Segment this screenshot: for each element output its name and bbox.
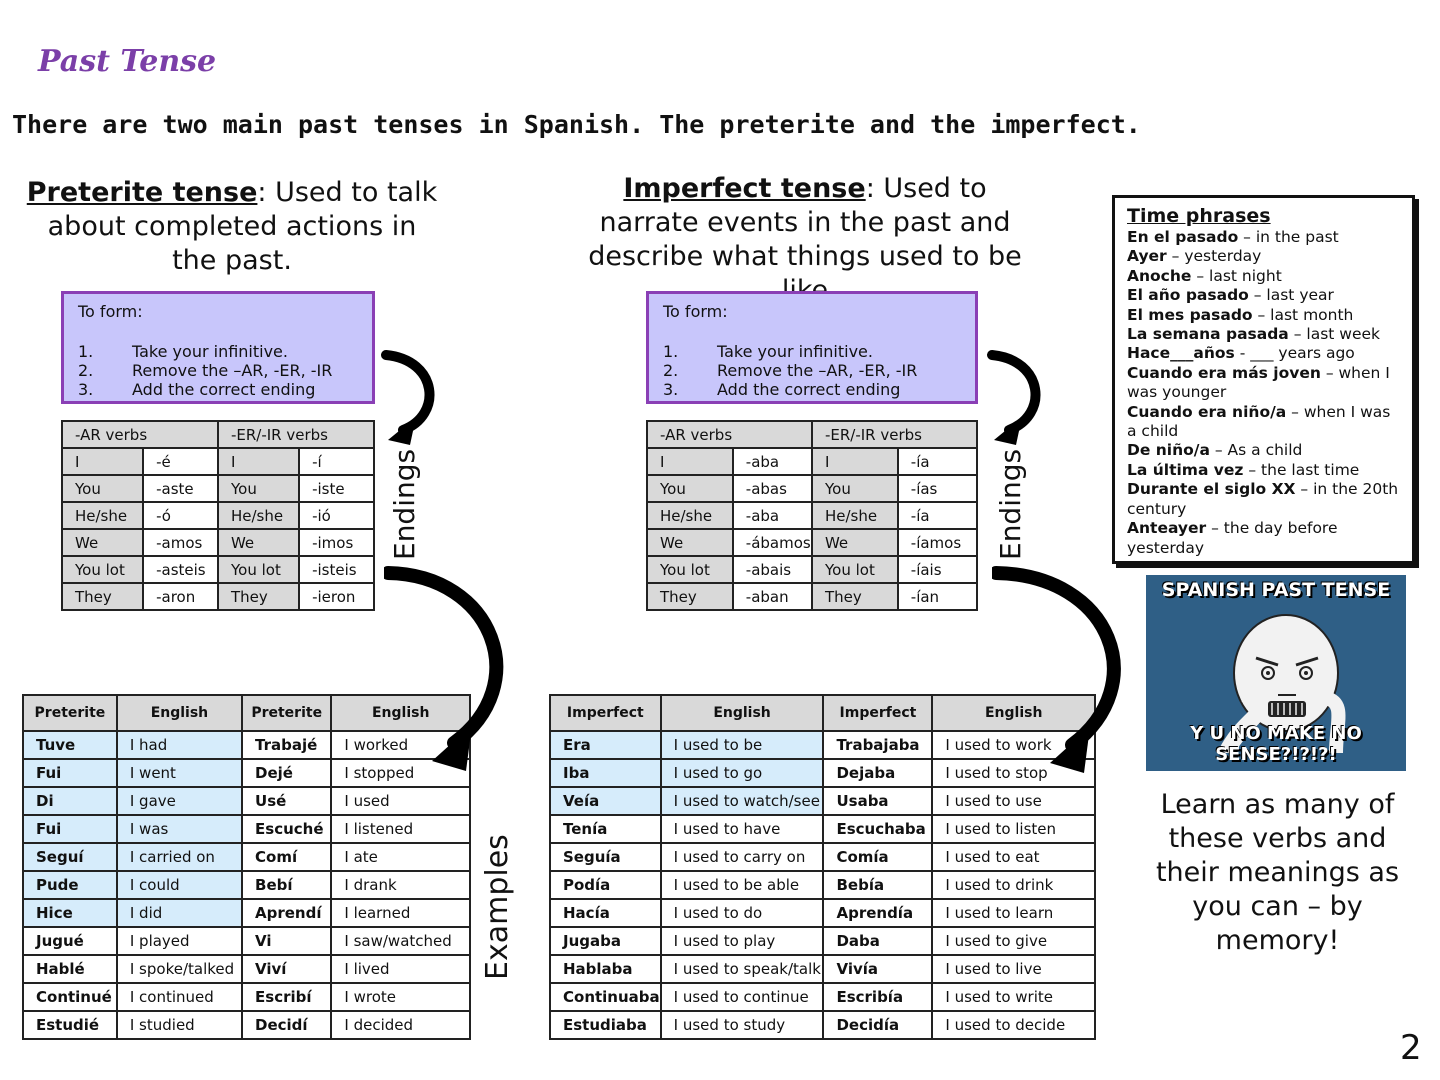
- form-step: [78, 342, 358, 361]
- english-meaning: I played: [117, 927, 242, 955]
- english-meaning: I did: [117, 899, 242, 927]
- endings-pronoun: I: [218, 448, 299, 475]
- time-phrase-spanish: Ayer: [1127, 247, 1167, 266]
- examples-row: [23, 843, 470, 871]
- endings-suffix: -iste: [299, 475, 374, 502]
- english-meaning: I stopped: [331, 759, 470, 787]
- spanish-verb: Trabajé: [242, 731, 331, 759]
- examples-row: [550, 983, 1095, 1011]
- spanish-verb: Aprendí: [242, 899, 331, 927]
- endings-row: [647, 583, 977, 610]
- time-phrase-english: - ___ years ago: [1234, 344, 1355, 363]
- curved-arrow-icon: [984, 345, 1064, 445]
- examples-row: [550, 927, 1095, 955]
- form-title: To form:: [78, 302, 143, 321]
- examples-row: [23, 871, 470, 899]
- imperfect-endings-table: [646, 420, 978, 611]
- time-phrase: [1127, 286, 1400, 305]
- spanish-verb: Era: [550, 731, 661, 759]
- endings-pronoun: You: [218, 475, 299, 502]
- examples-row: [550, 787, 1095, 815]
- time-phrase-spanish: Cuando era más joven: [1127, 363, 1321, 382]
- spanish-verb: Tenía: [550, 815, 661, 843]
- endings-label: Endings: [994, 448, 1027, 560]
- english-meaning: I worked: [331, 731, 470, 759]
- examples-row: [550, 843, 1095, 871]
- time-phrase-spanish: En el pasado: [1127, 228, 1239, 246]
- time-phrase: [1127, 403, 1400, 442]
- english-meaning: I used: [331, 787, 470, 815]
- time-phrase-english: – in the past: [1238, 228, 1339, 246]
- english-meaning: I carried on: [117, 843, 242, 871]
- examples-row: [23, 787, 470, 815]
- english-meaning: I used to go: [661, 759, 824, 787]
- endings-suffix: -ó: [143, 502, 218, 529]
- examples-label: Examples: [480, 834, 515, 980]
- english-meaning: I used to live: [932, 955, 1095, 983]
- time-phrase-english: – last month: [1252, 305, 1354, 324]
- examples-header: English: [661, 695, 824, 731]
- spanish-verb: Hablé: [23, 955, 117, 983]
- time-phrase-english: – the day before yesterday: [1127, 519, 1338, 557]
- time-phrases-title: Time phrases: [1127, 205, 1271, 227]
- time-phrase-spanish: Hace___años: [1127, 344, 1235, 363]
- english-meaning: I used to write: [932, 983, 1095, 1011]
- examples-row: [550, 1011, 1095, 1039]
- english-meaning: I used to use: [932, 787, 1095, 815]
- step-number: 1.: [78, 342, 94, 361]
- endings-pronoun: I: [62, 448, 143, 475]
- english-meaning: I used to carry on: [661, 843, 824, 871]
- examples-header: Imperfect: [823, 695, 932, 731]
- spanish-verb: Estudiaba: [550, 1011, 661, 1039]
- spanish-verb: Seguía: [550, 843, 661, 871]
- step-number: 2.: [78, 361, 94, 380]
- spanish-verb: Estudié: [23, 1011, 117, 1039]
- curved-arrow-icon: [992, 565, 1142, 775]
- examples-row: [23, 955, 470, 983]
- step-number: 2.: [663, 361, 679, 380]
- english-meaning: I was: [117, 815, 242, 843]
- preterite-term: Preterite tense: [26, 177, 258, 208]
- time-phrase-spanish: La última vez: [1127, 460, 1244, 479]
- time-phrase: [1127, 461, 1400, 480]
- endings-suffix: -abas: [733, 475, 812, 502]
- time-phrase: [1127, 267, 1400, 286]
- spanish-verb: Dejé: [242, 759, 331, 787]
- english-meaning: I saw/watched: [331, 927, 470, 955]
- spanish-verb: Comí: [242, 843, 331, 871]
- endings-suffix: -imos: [299, 529, 374, 556]
- english-meaning: I gave: [117, 787, 242, 815]
- time-phrase-english: – last week: [1288, 325, 1380, 344]
- learn-text: Learn as many of these verbs and their meanings as you can – by memory!: [1155, 789, 1400, 956]
- preterite-form-box: [61, 291, 375, 404]
- examples-row: [550, 955, 1095, 983]
- time-phrase: [1127, 306, 1400, 325]
- imperfect-definition: [570, 172, 1040, 308]
- english-meaning: I used to learn: [932, 899, 1095, 927]
- examples-header: Imperfect: [550, 695, 661, 731]
- spanish-verb: Veía: [550, 787, 661, 815]
- step-number: 1.: [663, 342, 679, 361]
- spanish-verb: Escribí: [242, 983, 331, 1011]
- spanish-verb: Fui: [23, 759, 117, 787]
- spanish-verb: Dejaba: [823, 759, 932, 787]
- form-title: To form:: [663, 302, 728, 321]
- english-meaning: I went: [117, 759, 242, 787]
- endings-pronoun: He/she: [62, 502, 143, 529]
- english-meaning: I could: [117, 871, 242, 899]
- english-meaning: I used to drink: [932, 871, 1095, 899]
- time-phrase-spanish: El mes pasado: [1127, 305, 1253, 324]
- endings-pronoun: You lot: [812, 556, 898, 583]
- spanish-verb: Seguí: [23, 843, 117, 871]
- examples-header: Preterite: [242, 695, 331, 731]
- step-text: Take your infinitive.: [132, 342, 288, 361]
- english-meaning: I used to speak/talk: [661, 955, 824, 983]
- examples-row: [550, 899, 1095, 927]
- endings-pronoun: They: [218, 583, 299, 610]
- time-phrases-box: [1112, 195, 1415, 564]
- english-meaning: I listened: [331, 815, 470, 843]
- spanish-verb: Trabajaba: [823, 731, 932, 759]
- endings-suffix: -aba: [733, 448, 812, 475]
- english-meaning: I used to watch/see: [661, 787, 824, 815]
- spanish-verb: Bebí: [242, 871, 331, 899]
- english-meaning: I decided: [331, 1011, 470, 1039]
- spanish-verb: Hacía: [550, 899, 661, 927]
- imperfect-form-box: [646, 291, 978, 404]
- preterite-definition-text: : Used to talk about completed actions in the past.: [47, 177, 438, 276]
- spanish-verb: Podía: [550, 871, 661, 899]
- english-meaning: I drank: [331, 871, 470, 899]
- spanish-verb: Continuaba: [550, 983, 661, 1011]
- english-meaning: I used to eat: [932, 843, 1095, 871]
- spanish-verb: Hice: [23, 899, 117, 927]
- time-phrase-english: – yesterday: [1166, 247, 1262, 266]
- examples-header: Preterite: [23, 695, 117, 731]
- time-phrase-english: – when I was a child: [1127, 402, 1391, 441]
- english-meaning: I used to play: [661, 927, 824, 955]
- endings-pronoun: You lot: [62, 556, 143, 583]
- endings-pronoun: He/she: [647, 502, 733, 529]
- endings-suffix: -aron: [143, 583, 218, 610]
- endings-suffix: -íamos: [898, 529, 977, 556]
- endings-suffix: -ió: [299, 502, 374, 529]
- english-meaning: I used to do: [661, 899, 824, 927]
- curved-arrow-icon: [384, 565, 524, 775]
- step-text: Add the correct ending: [717, 380, 901, 399]
- intro-text: There are two main past tenses in Spanish. The preterite and the imperfect.: [12, 110, 1141, 139]
- endings-row: [62, 556, 374, 583]
- time-phrase-spanish: Cuando era niño/a: [1127, 402, 1287, 421]
- endings-pronoun: You lot: [218, 556, 299, 583]
- endings-pronoun: They: [62, 583, 143, 610]
- endings-row: [62, 529, 374, 556]
- spanish-verb: Decidí: [242, 1011, 331, 1039]
- spanish-verb: Tuve: [23, 731, 117, 759]
- spanish-verb: Continué: [23, 983, 117, 1011]
- endings-suffix: -ía: [898, 448, 977, 475]
- english-meaning: I used to listen: [932, 815, 1095, 843]
- time-phrases-list: [1127, 228, 1400, 558]
- english-meaning: I used to be able: [661, 871, 824, 899]
- preterite-definition: [22, 176, 442, 278]
- english-meaning: I continued: [117, 983, 242, 1011]
- meme-top-text: SPANISH PAST TENSE: [1161, 579, 1391, 601]
- endings-header-row: [647, 421, 977, 448]
- examples-header: English: [932, 695, 1095, 731]
- english-meaning: I used to have: [661, 815, 824, 843]
- endings-suffix: -aste: [143, 475, 218, 502]
- english-meaning: I ate: [331, 843, 470, 871]
- endings-suffix: -ía: [898, 502, 977, 529]
- endings-row: [647, 502, 977, 529]
- endings-pronoun: He/she: [812, 502, 898, 529]
- step-number: 3.: [663, 380, 679, 399]
- time-phrase: [1127, 344, 1400, 363]
- spanish-verb: Escribía: [823, 983, 932, 1011]
- page-number: 2: [1400, 1028, 1422, 1068]
- spanish-verb: Fui: [23, 815, 117, 843]
- endings-row: [62, 475, 374, 502]
- endings-pronoun: We: [218, 529, 299, 556]
- curved-arrow-icon: [378, 345, 458, 445]
- endings-pronoun: We: [812, 529, 898, 556]
- spanish-verb: Iba: [550, 759, 661, 787]
- time-phrase-spanish: Anteayer: [1127, 519, 1207, 538]
- time-phrase: [1127, 247, 1400, 266]
- english-meaning: I studied: [117, 1011, 242, 1039]
- examples-header: English: [117, 695, 242, 731]
- english-meaning: I used to study: [661, 1011, 824, 1039]
- endings-pronoun: We: [647, 529, 733, 556]
- time-phrase-spanish: Durante el siglo XX: [1127, 480, 1296, 499]
- spanish-verb: Vi: [242, 927, 331, 955]
- spanish-verb: Hablaba: [550, 955, 661, 983]
- endings-suffix: -ábamos: [733, 529, 812, 556]
- english-meaning: I used to be: [661, 731, 824, 759]
- time-phrase-english: – in the 20th century: [1127, 480, 1399, 518]
- examples-row: [23, 899, 470, 927]
- time-phrase: [1127, 364, 1400, 403]
- examples-row: [23, 815, 470, 843]
- time-phrase: [1127, 480, 1400, 519]
- english-meaning: I lived: [331, 955, 470, 983]
- endings-pronoun: They: [647, 583, 733, 610]
- endings-pronoun: You: [812, 475, 898, 502]
- endings-suffix: -aban: [733, 583, 812, 610]
- spanish-verb: Jugué: [23, 927, 117, 955]
- spanish-verb: Bebía: [823, 871, 932, 899]
- endings-pronoun: I: [812, 448, 898, 475]
- endings-pronoun: We: [62, 529, 143, 556]
- endings-suffix: -íais: [898, 556, 977, 583]
- endings-header: -AR verbs: [62, 421, 218, 448]
- time-phrase-spanish: De niño/a: [1127, 441, 1210, 460]
- time-phrase-spanish: Anoche: [1127, 266, 1192, 285]
- endings-pronoun: You: [62, 475, 143, 502]
- endings-header: -AR verbs: [647, 421, 812, 448]
- step-text: Remove the –AR, -ER, -IR: [132, 361, 333, 380]
- spanish-verb: Usaba: [823, 787, 932, 815]
- english-meaning: I had: [117, 731, 242, 759]
- step-text: Add the correct ending: [132, 380, 316, 399]
- time-phrase-english: – the last time: [1243, 460, 1360, 479]
- endings-header-row: [62, 421, 374, 448]
- spanish-verb: Aprendía: [823, 899, 932, 927]
- english-meaning: I used to work: [932, 731, 1095, 759]
- endings-suffix: -í: [299, 448, 374, 475]
- step-number: 3.: [78, 380, 94, 399]
- endings-row: [62, 583, 374, 610]
- spanish-verb: Comía: [823, 843, 932, 871]
- examples-header: English: [331, 695, 470, 731]
- step-text: Take your infinitive.: [717, 342, 873, 361]
- form-step: [663, 342, 961, 361]
- spanish-verb: Escuché: [242, 815, 331, 843]
- examples-row: [23, 983, 470, 1011]
- endings-pronoun: You: [647, 475, 733, 502]
- endings-suffix: -amos: [143, 529, 218, 556]
- time-phrase: [1127, 441, 1400, 460]
- step-text: Remove the –AR, -ER, -IR: [717, 361, 918, 380]
- endings-header: -ER/-IR verbs: [812, 421, 977, 448]
- endings-row: [647, 556, 977, 583]
- time-phrase: [1127, 228, 1400, 247]
- time-phrase: [1127, 519, 1400, 558]
- form-step: [663, 380, 961, 399]
- english-meaning: I used to decide: [932, 1011, 1095, 1039]
- endings-suffix: -abais: [733, 556, 812, 583]
- spanish-verb: Jugaba: [550, 927, 661, 955]
- examples-row: [550, 815, 1095, 843]
- examples-row: [23, 1011, 470, 1039]
- spanish-verb: Vivía: [823, 955, 932, 983]
- endings-row: [62, 448, 374, 475]
- endings-row: [647, 475, 977, 502]
- spanish-verb: Decidía: [823, 1011, 932, 1039]
- endings-label: Endings: [388, 448, 421, 560]
- meme-image: [1146, 575, 1406, 771]
- endings-pronoun: He/she: [218, 502, 299, 529]
- english-meaning: I wrote: [331, 983, 470, 1011]
- english-meaning: I used to continue: [661, 983, 824, 1011]
- meme-bottom-text: Y U NO MAKE NO SENSE?!?!?!: [1190, 723, 1362, 765]
- time-phrase: [1127, 325, 1400, 344]
- examples-row: [550, 871, 1095, 899]
- endings-header: -ER/-IR verbs: [218, 421, 374, 448]
- endings-suffix: -ías: [898, 475, 977, 502]
- spanish-verb: Viví: [242, 955, 331, 983]
- endings-row: [647, 529, 977, 556]
- time-phrase-english: – last year: [1248, 286, 1334, 305]
- form-step: [78, 361, 358, 380]
- imperfect-definition-text: : Used to narrate events in the past and describe what things used to be: [588, 173, 1022, 272]
- spanish-verb: Pude: [23, 871, 117, 899]
- form-step: [78, 380, 358, 399]
- endings-suffix: -isteis: [299, 556, 374, 583]
- endings-suffix: -asteis: [143, 556, 218, 583]
- spanish-verb: Di: [23, 787, 117, 815]
- spanish-verb: Escuchaba: [823, 815, 932, 843]
- endings-pronoun: You lot: [647, 556, 733, 583]
- form-step: [663, 361, 961, 380]
- imperfect-term: Imperfect tense: [623, 173, 866, 204]
- preterite-endings-table: [61, 420, 375, 611]
- english-meaning: I spoke/talked: [117, 955, 242, 983]
- endings-row: [62, 502, 374, 529]
- english-meaning: I learned: [331, 899, 470, 927]
- endings-pronoun: I: [647, 448, 733, 475]
- endings-row: [647, 448, 977, 475]
- time-phrase-spanish: El año pasado: [1127, 286, 1249, 305]
- time-phrase-english: – last night: [1191, 266, 1282, 285]
- endings-pronoun: They: [812, 583, 898, 610]
- endings-suffix: -ían: [898, 583, 977, 610]
- english-meaning: I used to give: [932, 927, 1095, 955]
- page-title: Past Tense: [38, 44, 217, 79]
- spanish-verb: Usé: [242, 787, 331, 815]
- spanish-verb: Daba: [823, 927, 932, 955]
- time-phrase-english: – when I was younger: [1127, 363, 1390, 402]
- endings-suffix: -aba: [733, 502, 812, 529]
- endings-suffix: -ieron: [299, 583, 374, 610]
- time-phrase-english: – As a child: [1209, 441, 1303, 460]
- examples-row: [23, 927, 470, 955]
- english-meaning: I used to stop: [932, 759, 1095, 787]
- time-phrase-spanish: La semana pasada: [1127, 325, 1289, 344]
- endings-suffix: -é: [143, 448, 218, 475]
